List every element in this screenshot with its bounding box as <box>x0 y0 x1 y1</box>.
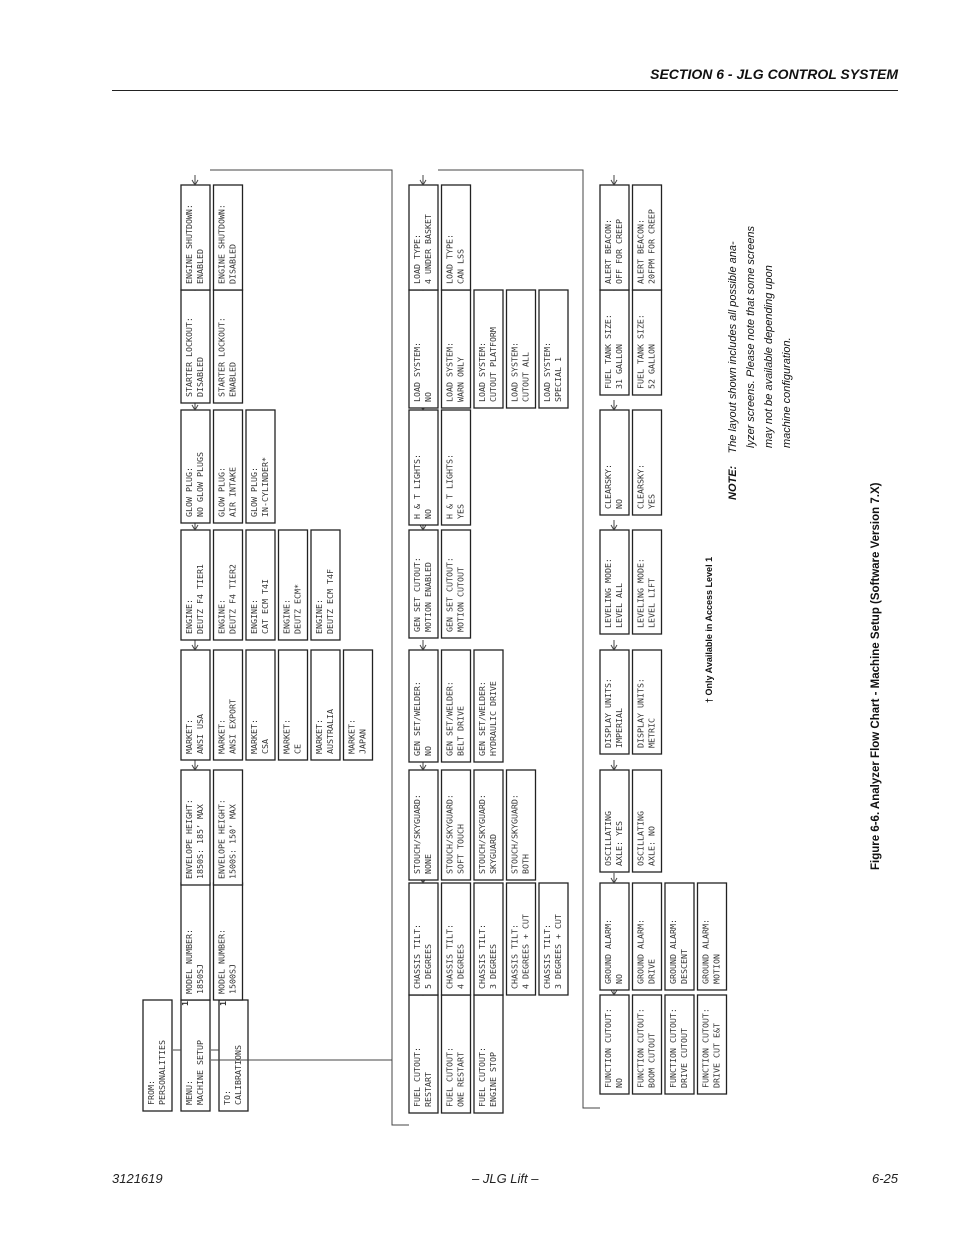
envelope-arrow <box>192 760 198 770</box>
market-label1-2: MARKET: <box>249 719 259 754</box>
figure-footnote: † Only Available in Access Level 1 <box>704 556 714 703</box>
function-label2-1: BOOM CUTOUT <box>646 1033 657 1088</box>
market-label2-4: AUSTRALIA <box>325 709 335 754</box>
function-label1-2: FUNCTION CUTOUT: <box>668 1008 678 1088</box>
tilt-label2-2: 3 DEGREES <box>488 944 498 989</box>
loadsys-label1-0: LOAD SYSTEM: <box>412 342 422 402</box>
beacon-label1-0: ALERT BEACON: <box>603 219 613 284</box>
ground-label1-0: GROUND ALARM: <box>603 919 613 984</box>
loadtype-label2-1: CAN LSS <box>455 249 466 284</box>
gensetwelder-label1-2: GEN SET/WELDER: <box>477 681 487 756</box>
ht-label2-0: NO <box>423 509 433 519</box>
glow-label1-1: GLOW PLUG: <box>216 467 227 517</box>
nav-label2-0: PERSONALITIES <box>157 1040 167 1105</box>
market-label2-2: CSA <box>260 739 270 754</box>
units-label1-1: DISPLAY UNITS: <box>635 678 646 748</box>
function-label2-3: DRIVE CUT E&T <box>711 1023 722 1088</box>
note-block <box>724 226 796 500</box>
ground-label1-3: GROUND ALARM: <box>700 919 711 984</box>
engine-label1-0: ENGINE: <box>184 599 194 634</box>
nav-label2-1: MACHINE SETUP <box>195 1040 205 1105</box>
note-line-3: may not be available depending upon <box>763 265 775 448</box>
ground-label2-1: DRIVE <box>646 959 657 984</box>
loadsys-label1-2: LOAD SYSTEM: <box>477 342 487 402</box>
footer-center: – JLG Lift – <box>472 1171 539 1186</box>
tank-label1-0: FUEL TANK SIZE: <box>603 314 613 389</box>
market-label2-5: JAPAN <box>357 729 368 754</box>
leveling-label2-1: LEVEL LIFT <box>646 578 657 628</box>
fuel-label1-0: FUEL CUTOUT: <box>412 1047 422 1107</box>
function-label1-3: FUNCTION CUTOUT: <box>700 1008 711 1088</box>
tank-label1-1: FUEL TANK SIZE: <box>635 314 646 389</box>
nav-label1-2: TO: <box>222 1090 232 1105</box>
loadsys-label1-4: LOAD SYSTEM: <box>542 342 552 402</box>
gensetcutout-label1-1: GEN SET CUTOUT: <box>444 557 455 632</box>
stouch-label2-2: SKYGUARD <box>488 834 498 874</box>
engine-label2-4: DEUTZ ECM T4F <box>325 569 335 634</box>
tilt-label2-4: 3 DEGREES + CUT <box>553 914 563 989</box>
tank-label2-0: 31 GALLON <box>614 344 624 389</box>
function-label2-2: DRIVE CUTOUT <box>679 1028 689 1088</box>
clearsky-label1-1: CLEARSKY: <box>635 464 646 509</box>
engine-label1-2: ENGINE: <box>249 599 259 634</box>
function-label2-0: NO <box>614 1078 624 1088</box>
nav-label1-0: FROM: <box>146 1080 156 1105</box>
units-label1-0: DISPLAY UNITS: <box>603 678 613 748</box>
tilt-label1-4: CHASSIS TILT: <box>542 924 552 989</box>
model-label2-1: 1500SJ <box>227 964 238 994</box>
shutdown-arrow <box>192 175 198 185</box>
loadsys-label2-4: SPECIAL 1 <box>553 357 563 402</box>
model-label1-0: MODEL NUMBER: <box>184 929 194 994</box>
osc-arrow <box>611 760 617 770</box>
tank-label2-1: 52 GALLON <box>646 344 657 389</box>
market-label1-0: MARKET: <box>184 719 194 754</box>
engine-label1-3: ENGINE: <box>281 599 292 634</box>
osc-label1-1: OSCILLATING <box>635 811 646 866</box>
market-label2-3: CE <box>292 744 303 754</box>
engine-label1-4: ENGINE: <box>314 599 324 634</box>
tilt-label1-3: CHASSIS TILT: <box>509 924 520 989</box>
engine-label1-1: ENGINE: <box>216 599 227 634</box>
stouch-label2-3: BOTH <box>520 854 531 874</box>
beacon-label2-1: 20FPM FOR CREEP <box>646 209 657 284</box>
loadtype-label1-0: LOAD TYPE: <box>412 234 422 284</box>
envelope-label1-1: ENVELOPE HEIGHT: <box>216 799 227 879</box>
tilt-label2-3: 4 DEGREES + CUT <box>520 914 531 989</box>
figure-caption: Figure 6-6. Analyzer Flow Chart - Machine Setup (Software Version 7.X) <box>870 482 882 870</box>
ground-label1-1: GROUND ALARM: <box>635 919 646 984</box>
gensetwelder-label1-0: GEN SET/WELDER: <box>412 681 422 756</box>
loadsys-label2-1: WARN ONLY <box>455 357 466 402</box>
note-line-2: lyzer screens. Please note that some screens <box>745 226 757 448</box>
model-label1-1: MODEL NUMBER: <box>216 929 227 994</box>
section-title: SECTION 6 - JLG CONTROL SYSTEM <box>650 66 898 82</box>
clearsky-label2-0: NO <box>614 499 624 509</box>
envelope-label1-0: ENVELOPE HEIGHT: <box>184 799 194 879</box>
fuel-label2-2: ENGINE STOP <box>488 1052 498 1107</box>
gensetwelder-label1-1: GEN SET/WELDER: <box>444 681 455 756</box>
tilt-label1-0: CHASSIS TILT: <box>412 924 422 989</box>
ht-label1-1: H & T LIGHTS: <box>444 454 455 519</box>
units-label2-0: IMPERIAL <box>614 708 624 748</box>
tilt-label2-1: 4 DEGREES <box>455 944 466 989</box>
tilt-label2-0: 5 DEGREES <box>423 944 433 989</box>
clearsky-label1-0: CLEARSKY: <box>603 464 613 509</box>
ht-label1-0: H & T LIGHTS: <box>412 454 422 519</box>
ground-label2-2: DESCENT <box>679 949 689 984</box>
gensetwelder-label2-0: NO <box>423 746 433 756</box>
function-label1-0: FUNCTION CUTOUT: <box>603 1008 613 1088</box>
stouch-label1-0: STOUCH/SKYGUARD: <box>412 794 422 874</box>
gensetcutout-label1-0: GEN SET CUTOUT: <box>412 557 422 632</box>
beacon-label2-0: OFF FOR CREEP <box>614 219 624 284</box>
gensetwelder-label2-1: BELT DRIVE <box>455 706 466 756</box>
ground-label2-0: NO <box>614 974 624 984</box>
gensetcutout-label2-1: MOTION CUTOUT <box>455 567 466 632</box>
model-label2-0: 1850SJ <box>195 964 205 994</box>
fuel-label1-1: FUEL CUTOUT: <box>444 1047 455 1107</box>
tilt-label1-1: CHASSIS TILT: <box>444 924 455 989</box>
market-label1-3: MARKET: <box>281 719 292 754</box>
loadsys-label1-3: LOAD SYSTEM: <box>509 342 520 402</box>
envelope-label2-0: 1850S: 185’ MAX <box>195 804 205 879</box>
clearsky-arrow <box>611 400 617 410</box>
market-label2-0: ANSI USA <box>195 714 205 754</box>
leveling-label1-0: LEVELING MODE: <box>603 558 613 628</box>
engine-label2-3: DEUTZ ECM* <box>292 584 303 634</box>
stouch-label2-1: SOFT TOUCH <box>455 824 466 874</box>
gensetwelder-arrow <box>420 640 426 650</box>
glow-label1-2: GLOW PLUG: <box>249 467 259 517</box>
fuel-label2-0: RESTART <box>423 1072 433 1107</box>
market-label1-5: MARKET: <box>346 719 357 754</box>
engine-label2-0: DEUTZ F4 TIER1 <box>195 564 205 634</box>
loadsys-label2-0: NO <box>423 392 433 402</box>
stouch-label1-3: STOUCH/SKYGUARD: <box>509 794 520 874</box>
stouch-label1-1: STOUCH/SKYGUARD: <box>444 794 455 874</box>
shutdown-label2-0: ENABLED <box>195 249 205 284</box>
leveling-arrow <box>611 520 617 530</box>
loadsys-label2-2: CUTOUT PLATFORM <box>488 327 498 402</box>
osc-label2-1: AXLE: NO <box>646 826 657 866</box>
beacon-arrow <box>611 175 617 185</box>
ht-label2-1: YES <box>455 504 466 519</box>
loadtype-label1-1: LOAD TYPE: <box>444 234 455 284</box>
loadtype-label2-0: 4 UNDER BASKET <box>423 214 433 284</box>
fuel-label2-1: ONE RESTART <box>455 1052 466 1107</box>
leveling-label1-1: LEVELING MODE: <box>635 558 646 628</box>
beacon-label1-1: ALERT BEACON: <box>635 219 646 284</box>
loadsys-label1-1: LOAD SYSTEM: <box>444 342 455 402</box>
function-label1-1: FUNCTION CUTOUT: <box>635 1008 646 1088</box>
note-line-1: The layout shown includes all possible ana- <box>727 241 739 454</box>
market-arrow <box>192 640 198 650</box>
gensetwelder-label2-2: HYDRAULIC DRIVE <box>488 681 498 756</box>
note-label: NOTE: <box>727 465 739 500</box>
shutdown-label2-1: DISABLED <box>227 244 238 284</box>
starter-label2-1: ENABLED <box>227 362 238 397</box>
loadsys-label2-3: CUTOUT ALL <box>520 352 531 402</box>
page-number: 6-25 <box>871 1171 898 1186</box>
nav-label2-2: CALIBRATIONS <box>233 1045 243 1105</box>
note-line-4: machine configuration. <box>781 337 793 448</box>
units-label2-1: METRIC <box>646 718 657 748</box>
clearsky-label2-1: YES <box>646 494 657 509</box>
stouch-label2-0: NONE <box>423 854 433 874</box>
nav-footnote-mark-2: 1 <box>218 1001 228 1006</box>
glow-label1-0: GLOW PLUG: <box>184 467 194 517</box>
envelope-label2-1: 1500S: 150’ MAX <box>227 804 238 879</box>
nav-footnote-mark-1: 1 <box>180 1001 190 1006</box>
leveling-label2-0: LEVEL ALL <box>614 583 624 628</box>
starter-label1-1: STARTER LOCKOUT: <box>216 317 227 397</box>
doc-number: 3121619 <box>112 1171 163 1186</box>
units-arrow <box>611 640 617 650</box>
tilt-label1-2: CHASSIS TILT: <box>477 924 487 989</box>
engine-label2-2: CAT ECM T4I <box>260 579 270 634</box>
gensetcutout-label2-0: MOTION ENABLED <box>423 562 433 632</box>
nav-label1-1: MENU: <box>184 1080 194 1105</box>
market-label2-1: ANSI EXPORT <box>227 699 238 754</box>
engine-label2-1: DEUTZ F4 TIER2 <box>227 564 238 634</box>
osc-label1-0: OSCILLATING <box>603 811 613 866</box>
ground-label2-3: MOTION <box>711 954 722 984</box>
starter-label2-0: DISABLED <box>195 357 205 397</box>
loadtype-arrow <box>420 175 426 185</box>
shutdown-label1-1: ENGINE SHUTDOWN: <box>216 204 227 284</box>
market-label1-4: MARKET: <box>314 719 324 754</box>
osc-label2-0: AXLE: YES <box>614 821 624 866</box>
shutdown-label1-0: ENGINE SHUTDOWN: <box>184 204 194 284</box>
ground-label1-2: GROUND ALARM: <box>668 919 678 984</box>
stouch-label1-2: STOUCH/SKYGUARD: <box>477 794 487 874</box>
starter-label1-0: STARTER LOCKOUT: <box>184 317 194 397</box>
glow-label2-1: AIR INTAKE <box>227 467 238 517</box>
fuel-label1-2: FUEL CUTOUT: <box>477 1047 487 1107</box>
ground-arrow <box>611 873 617 883</box>
glow-label2-2: IN-CYLINDER* <box>260 457 270 517</box>
market-label1-1: MARKET: <box>216 719 227 754</box>
glow-label2-0: NO GLOW PLUGS <box>195 452 205 517</box>
